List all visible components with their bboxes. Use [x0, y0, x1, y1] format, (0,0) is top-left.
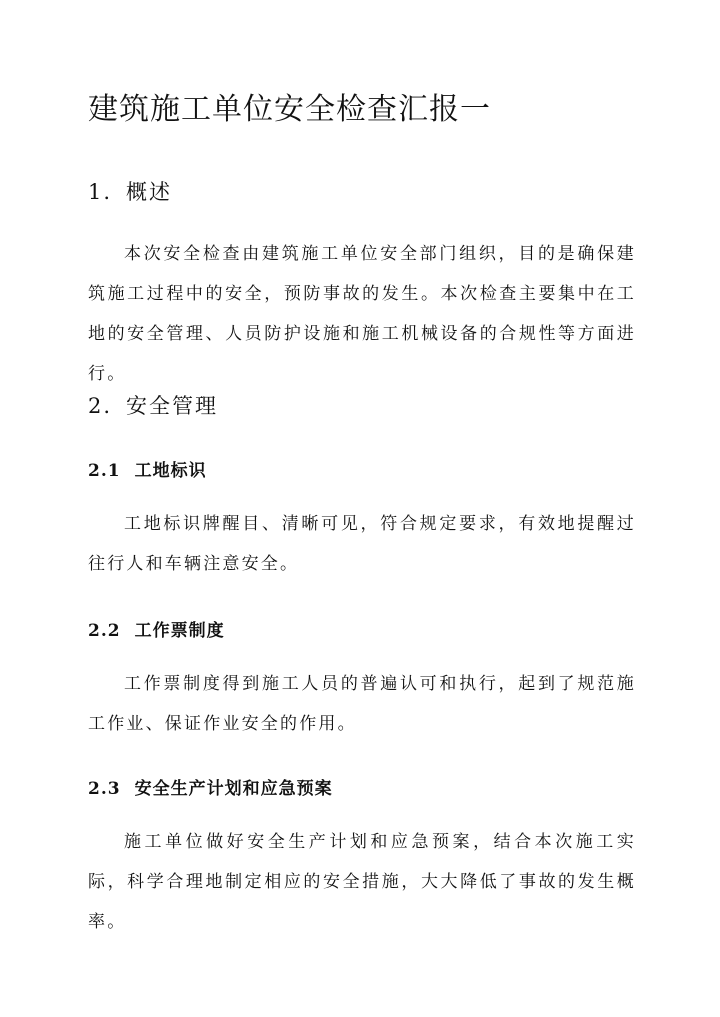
section-paragraph-overview: 本次安全检查由建筑施工单位安全部门组织，目的是确保建筑施工过程中的安全，预防事故的发生。本次检查主要集中在工地的安全管理、人员防护设施和施工机械设备的合规性等方面进行。	[88, 244, 636, 384]
subsection-number: 2.3	[88, 779, 121, 799]
subsection-heading-work-permit	[88, 616, 225, 641]
subsection-paragraph-safety-plan: 施工单位做好安全生产计划和应急预案，结合本次施工实际，科学合理地制定相应的安全措施，大大降低了事故的发生概率。	[88, 832, 636, 932]
subsection-number: 2.2	[88, 621, 121, 641]
subsection-number: 2.1	[88, 461, 121, 481]
subsection-paragraph-work-permit: 工作票制度得到施工人员的普遍认可和执行，起到了规范施工作业、保证作业安全的作用。	[88, 674, 636, 734]
section-number: 2.	[88, 394, 113, 418]
document-title: 建筑施工单位安全检查汇报一	[88, 92, 491, 127]
subsection-paragraph-site-signage: 工地标识牌醒目、清晰可见，符合规定要求，有效地提醒过往行人和车辆注意安全。	[88, 514, 636, 574]
section-number: 1.	[88, 180, 113, 204]
section-heading-safety-management	[88, 390, 218, 420]
section-heading-overview	[88, 176, 172, 206]
subsection-heading-site-signage	[88, 456, 207, 481]
section-title: 概述	[126, 180, 173, 204]
subsection-title: 工地标识	[134, 461, 207, 481]
subsection-heading-safety-plan	[88, 774, 333, 799]
subsection-title: 工作票制度	[134, 621, 225, 641]
section-title: 安全管理	[126, 394, 219, 418]
subsection-title: 安全生产计划和应急预案	[134, 779, 333, 799]
